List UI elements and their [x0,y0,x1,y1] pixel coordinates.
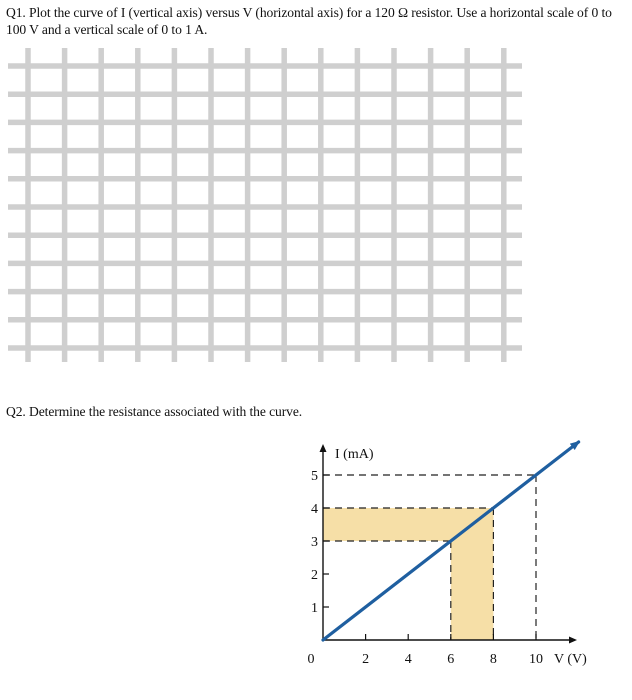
x-axis-label: V (V) [554,652,587,667]
blank-graph-grid [0,44,526,369]
y-tick-label: 5 [311,469,318,484]
x-tick-label: 0 [307,652,315,667]
y-tick-label: 1 [311,601,318,616]
x-tick-label: 4 [404,652,412,667]
question-1-text: Q1. Plot the curve of I (vertical axis) versus V (horizontal axis) for a 120 Ω resistor. Use a horizontal scale of 0 to 100 V and a vertical scale of 0 to 1 A. [6,5,612,37]
y-tick-label: 2 [311,568,318,583]
y-tick-label: 4 [311,502,318,517]
y-axis-label: I (mA) [335,447,374,462]
grid-lines [0,44,526,364]
iv-chart [292,438,622,675]
y-tick-label: 3 [311,535,318,550]
x-tick-label: 8 [489,652,497,667]
x-tick-label: 10 [529,652,543,667]
shaded-region [323,508,493,541]
x-tick-label: 2 [362,652,370,667]
question-2-text: Q2. Determine the resistance associated with the curve. [6,404,303,419]
iv-chart-svg [292,438,622,670]
x-tick-label: 6 [447,652,455,667]
